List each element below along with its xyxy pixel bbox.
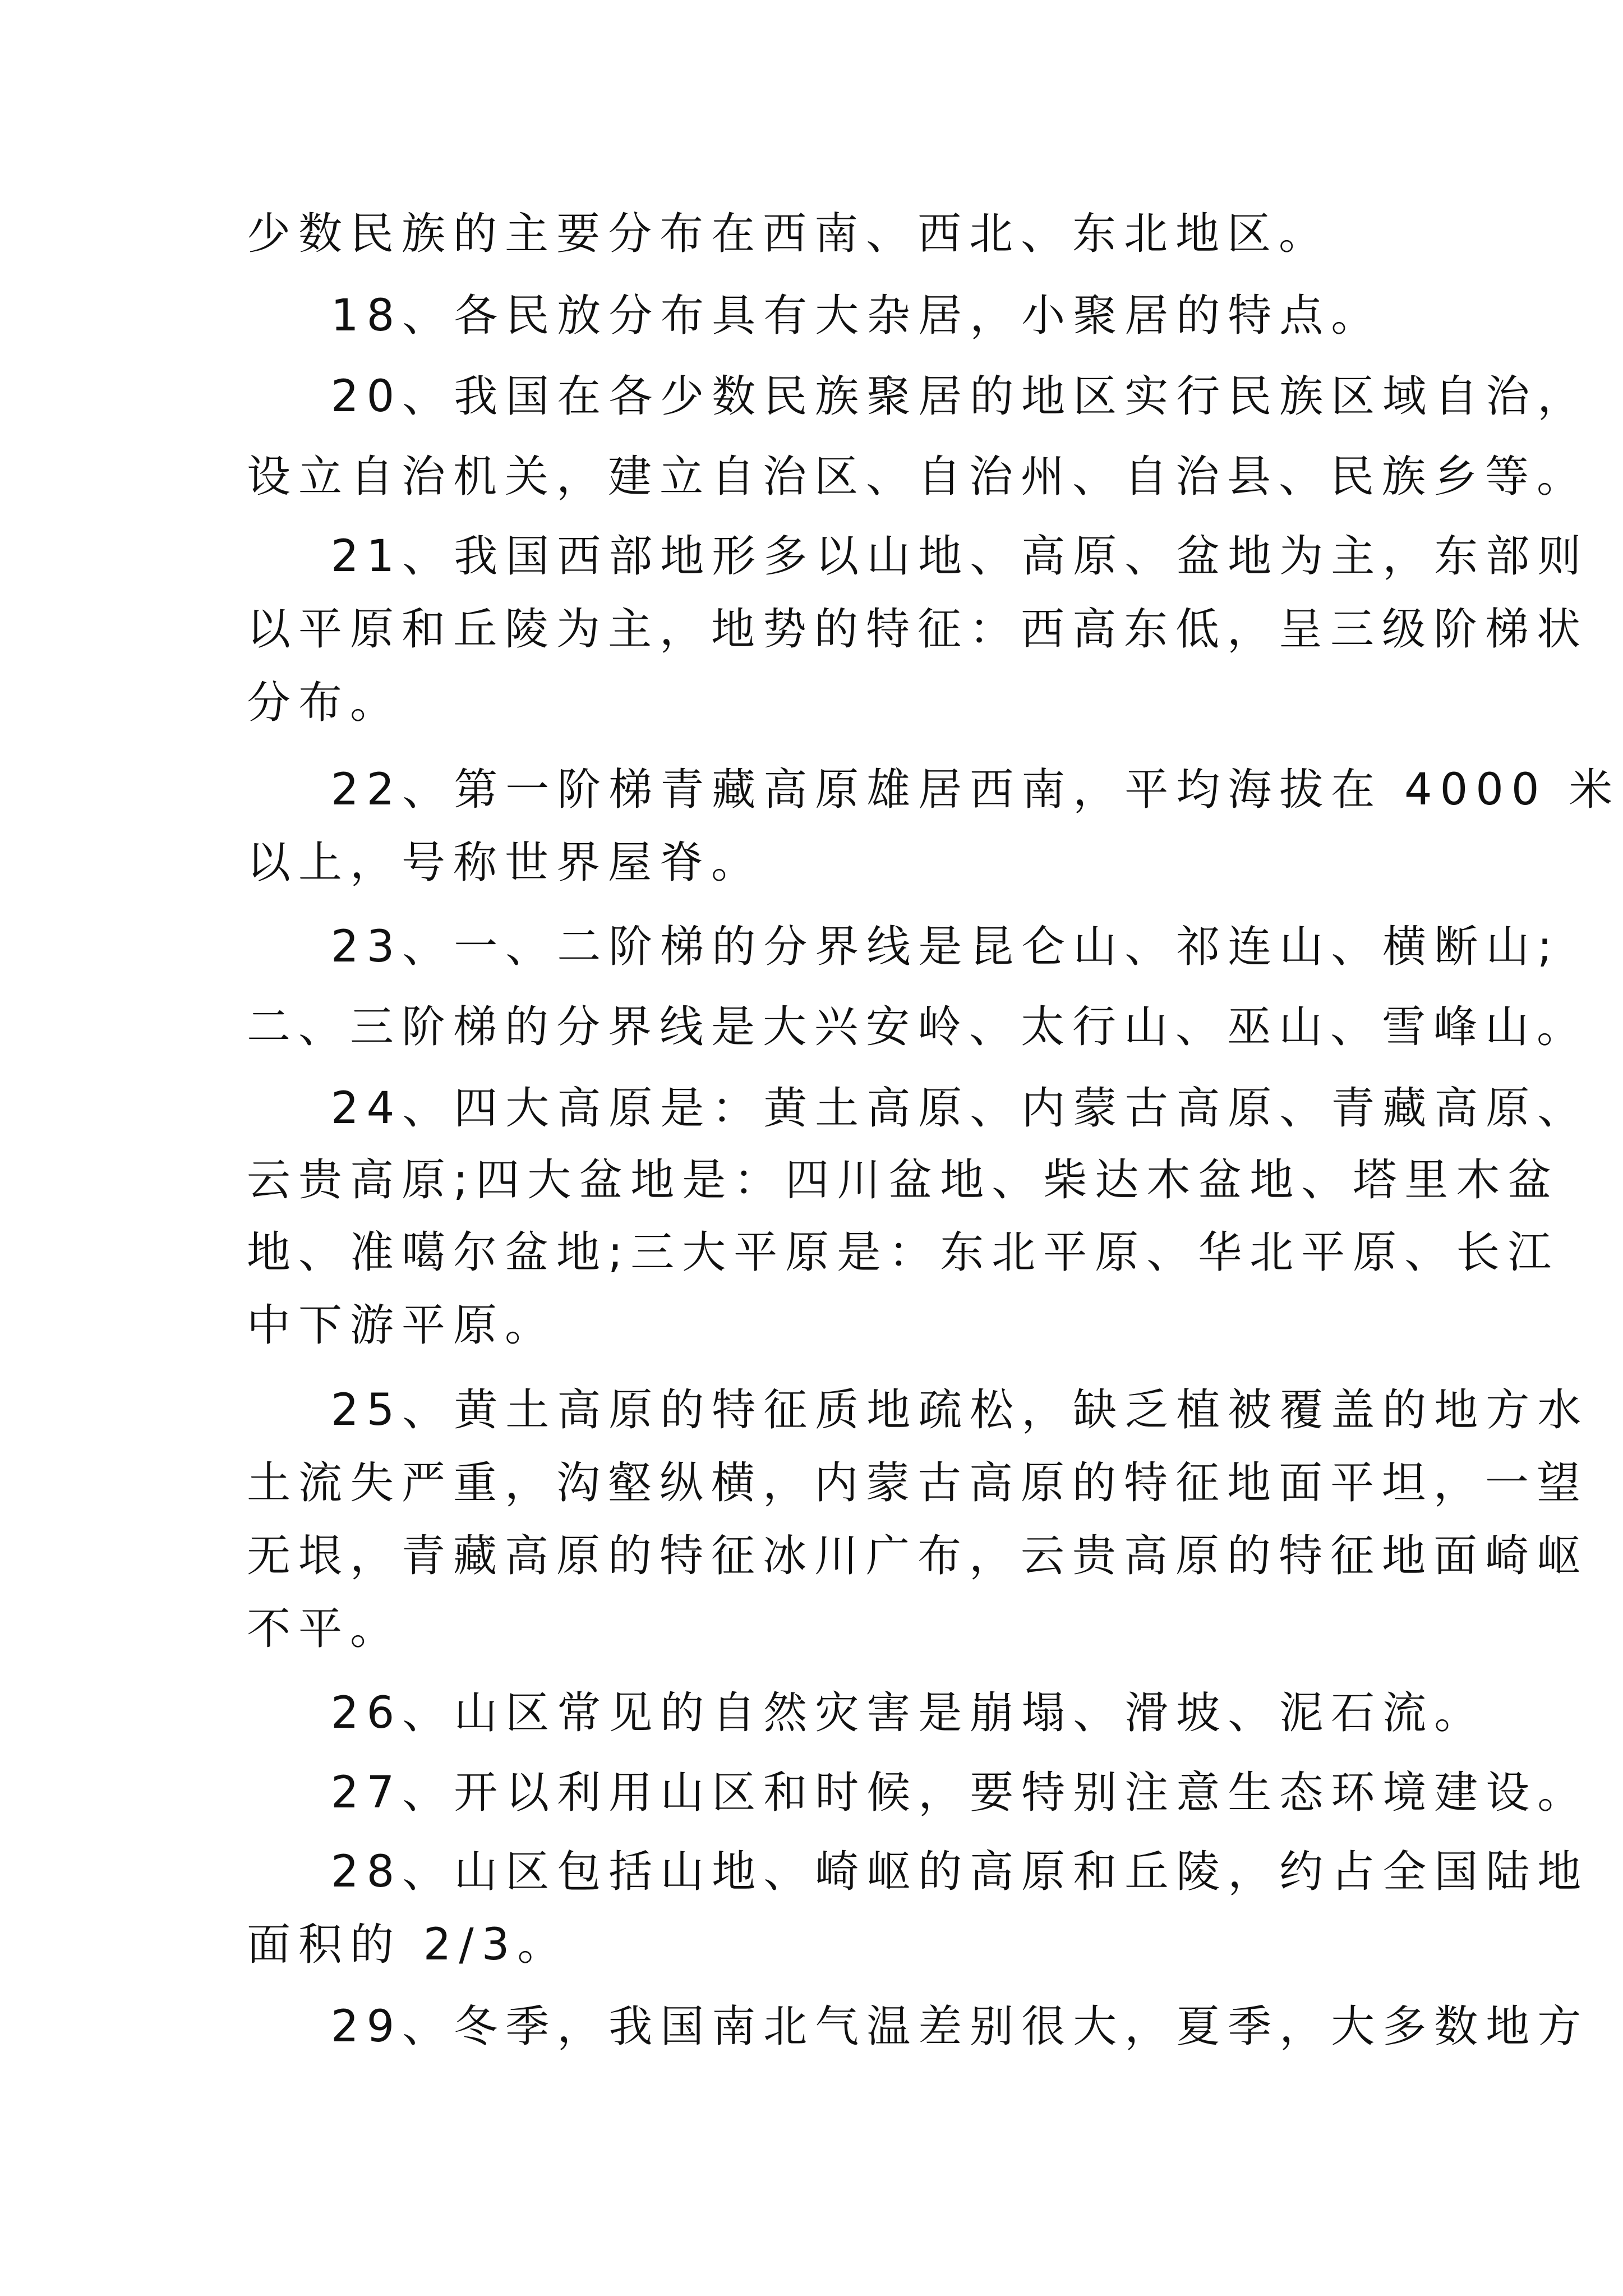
text-line: 22、第一阶梯青藏高原雄居西南，平均海拔在 4000 米	[331, 765, 1621, 815]
text-line: 以平原和丘陵为主，地势的特征：西高东低，呈三级阶梯状	[247, 604, 1589, 655]
text-line: 设立自治机关，建立自治区、自治州、自治县、民族乡等。	[247, 452, 1589, 502]
text-line: 18、各民放分布具有大杂居，小聚居的特点。	[331, 291, 1383, 341]
text-line: 不平。	[247, 1604, 402, 1654]
text-line: 土流失严重，沟壑纵横，内蒙古高原的特征地面平坦，一望	[247, 1458, 1589, 1508]
text-line: 27、开以利用山区和时候，要特别注意生态环境建设。	[331, 1768, 1589, 1818]
text-line: 分布。	[247, 678, 402, 728]
text-line: 28、山区包括山地、崎岖的高原和丘陵，约占全国陆地	[331, 1847, 1589, 1897]
text-line: 无垠，青藏高原的特征冰川广布，云贵高原的特征地面崎岖	[247, 1531, 1589, 1581]
text-line: 29、冬季，我国南北气温差别很大，夏季，大多数地方	[331, 2001, 1589, 2052]
text-line: 二、三阶梯的分界线是大兴安岭、太行山、巫山、雪峰山。	[247, 1002, 1589, 1052]
text-line: 26、山区常见的自然灾害是崩塌、滑坡、泥石流。	[331, 1688, 1486, 1738]
text-line: 云贵高原;四大盆地是：四川盆地、柴达木盆地、塔里木盆	[247, 1155, 1560, 1205]
text-line: 以上，号称世界屋脊。	[247, 838, 763, 888]
text-line: 23、一、二阶梯的分界线是昆仑山、祁连山、横断山;	[331, 922, 1560, 972]
text-line: 面积的 2/3。	[247, 1920, 569, 1970]
text-line: 少数民族的主要分布在西南、西北、东北地区。	[247, 209, 1331, 259]
text-line: 21、我国西部地形多以山地、高原、盆地为主，东部则	[331, 531, 1589, 582]
text-line: 20、我国在各少数民族聚居的地区实行民族区域自治，	[331, 371, 1589, 422]
text-line: 24、四大高原是：黄土高原、内蒙古高原、青藏高原、	[331, 1083, 1589, 1134]
text-line: 25、黄土高原的特征质地疏松，缺乏植被覆盖的地方水	[331, 1385, 1589, 1435]
text-line: 中下游平原。	[247, 1300, 557, 1351]
text-line: 地、准噶尔盆地;三大平原是：东北平原、华北平原、长江	[247, 1227, 1560, 1278]
